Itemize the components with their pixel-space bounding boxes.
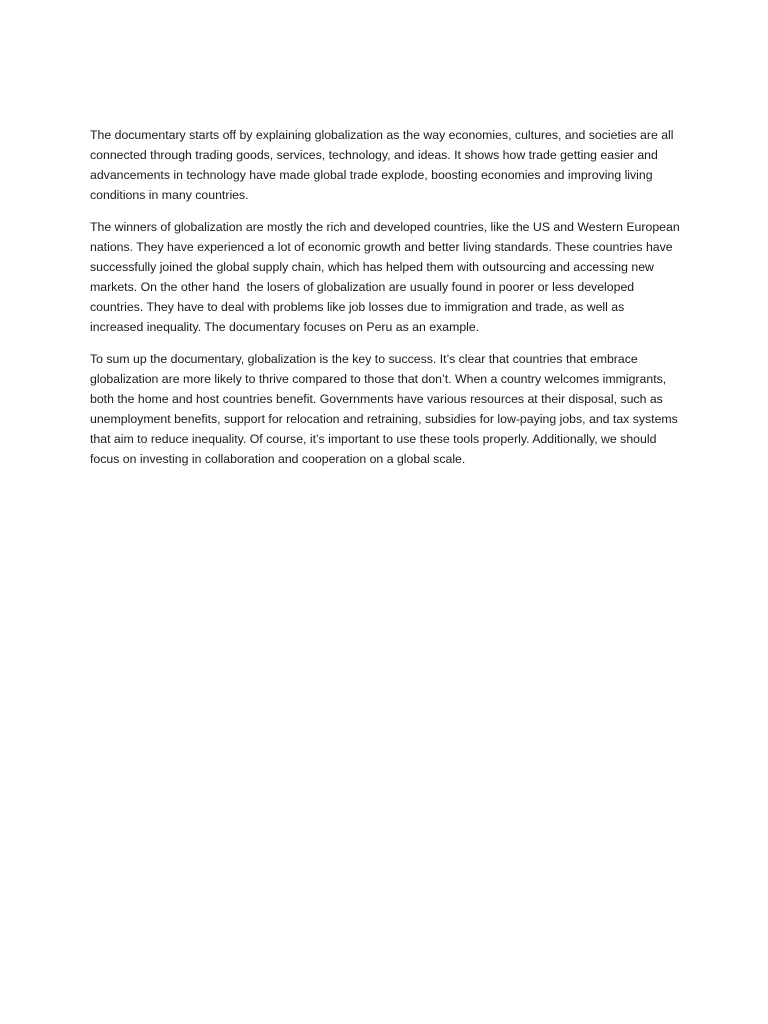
document-body: [90, 125, 684, 481]
paragraph-intro: The documentary starts off by explaining globalization as the way economies, cultures, and societies are all connected through trading goods, services, technology, and ideas. It shows how trade getting easier and advancements in technology have made global trade explode, boosting economies and improving living conditions in many countries.: [90, 128, 677, 202]
paragraph-winners-losers: The winners of globalization are mostly the rich and developed countries, like the US and Western European nations. They have experienced a lot of economic growth and better living standards. These countries have successfully joined the global supply chain, which has helped them with outsourcing and accessing new markets. On the other hand the losers of globalization are usually found in poorer or less developed countries. They have to deal with problems like job losses due to immigration and trade, as well as increased inequality. The documentary focuses on Peru as an example.: [90, 220, 684, 334]
paragraph-conclusion: To sum up the documentary, globalization is the key to success. It’s clear that countries that embrace globalization are more likely to thrive compared to those that don’t. When a country welcomes immigrants, both the home and host countries benefit. Governments have various resources at their disposal, such as unemployment benefits, support for relocation and retraining, subsidies for low-paying jobs, and tax systems that aim to reduce inequality. Of course, it’s important to use these tools properly. Additionally, we should focus on investing in collaboration and cooperation on a global scale.: [90, 352, 682, 466]
